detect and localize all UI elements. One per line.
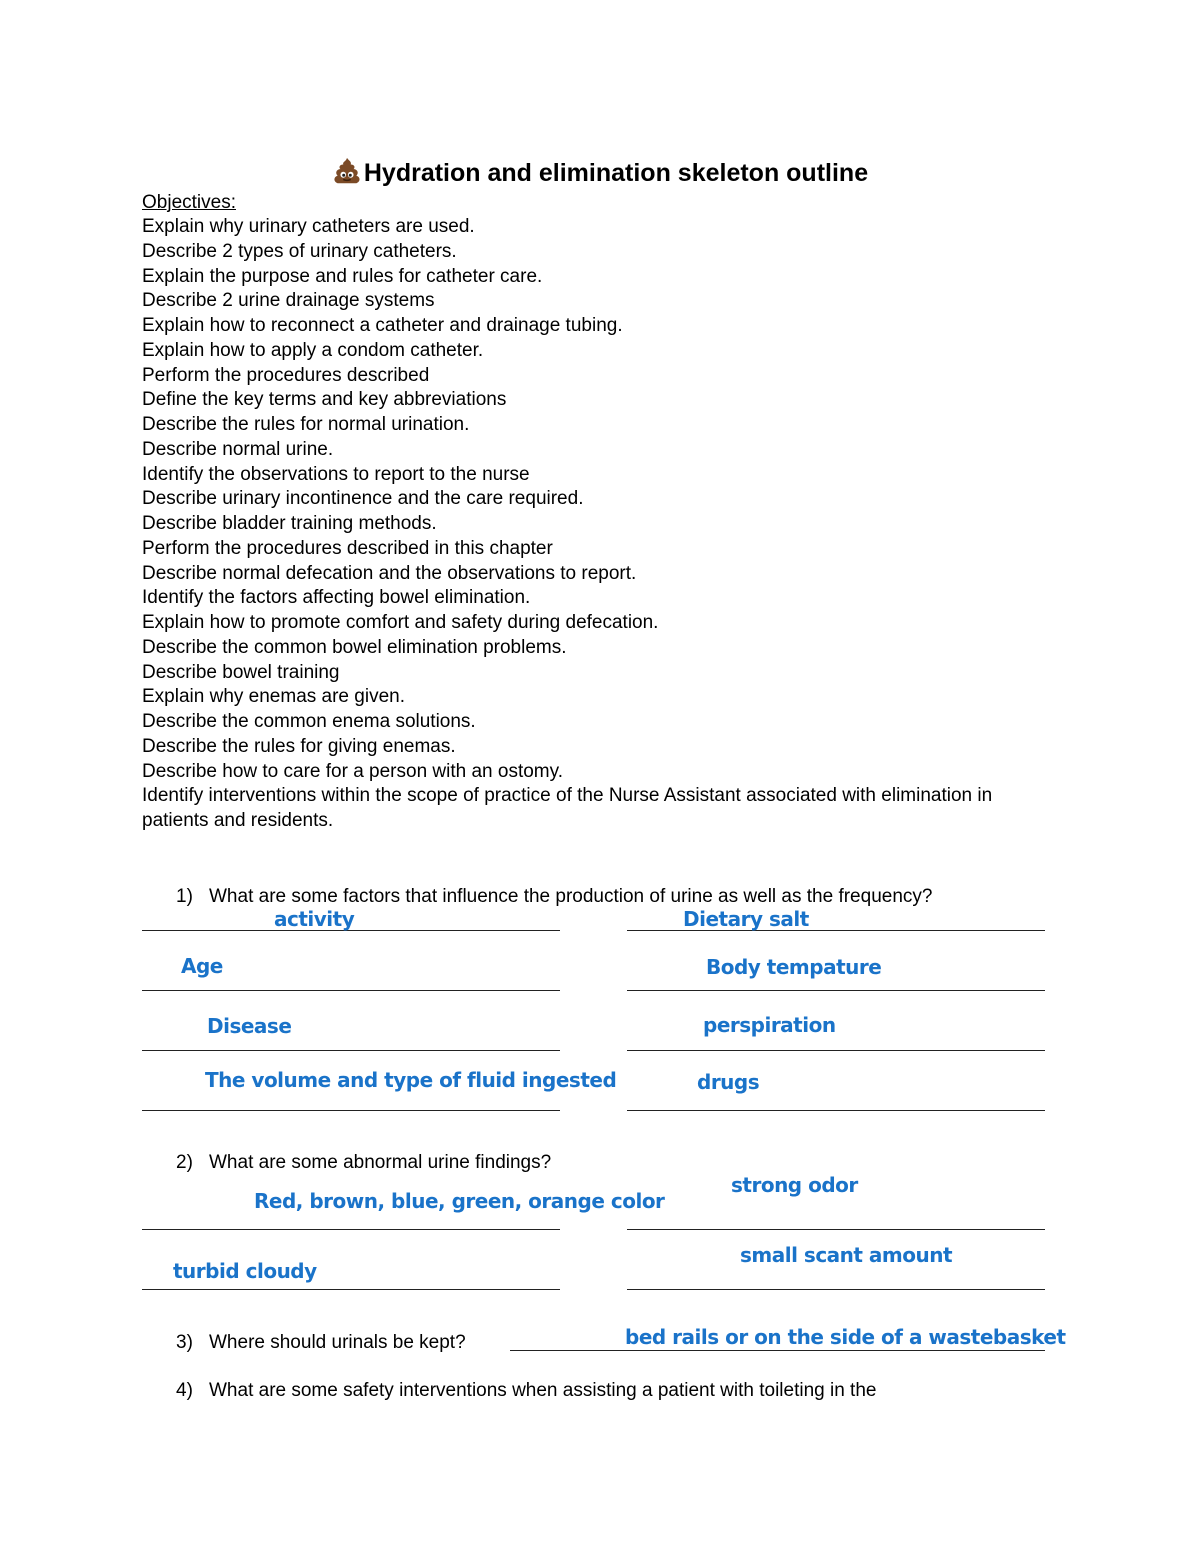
objective-item: Describe the rules for giving enemas.: [142, 735, 456, 757]
objective-item: Describe 2 urine drainage systems: [142, 290, 435, 312]
objective-item: Describe urinary incontinence and the care required.: [142, 488, 584, 510]
question-text: What are some safety interventions when assisting a patient with toileting in the: [209, 1380, 877, 1401]
objective-item: Explain how to promote comfort and safety during defecation.: [142, 612, 659, 633]
handwritten-answer: strong odor: [731, 1173, 858, 1197]
answer-line[interactable]: [627, 1289, 1045, 1290]
answer-line[interactable]: [142, 1289, 560, 1290]
question-number: 2): [176, 1152, 193, 1173]
question-3: [176, 1331, 466, 1355]
handwritten-answer: Dietary salt: [683, 907, 809, 931]
answer-line[interactable]: [627, 1229, 1045, 1230]
answer-line[interactable]: [627, 990, 1045, 991]
title-text: Hydration and elimination skeleton outline: [363, 159, 869, 187]
handwritten-answer: perspiration: [703, 1013, 836, 1037]
objective-item: Identify the factors affecting bowel elimination.: [142, 587, 531, 609]
question-4: [176, 1379, 876, 1403]
answer-line[interactable]: [627, 1050, 1045, 1051]
objective-item: Perform the procedures described: [142, 364, 430, 386]
objectives-list: [142, 215, 1002, 834]
objective-item: Describe bladder training methods.: [142, 513, 437, 534]
handwritten-answer: small scant amount: [740, 1243, 953, 1267]
objective-item: Describe the rules for normal urination.: [142, 414, 470, 435]
question-text: What are some factors that influence the production of urine as well as the frequency?: [209, 886, 933, 907]
handwritten-answer: Disease: [207, 1014, 292, 1038]
question-text: Where should urinals be kept?: [209, 1332, 466, 1353]
objective-item: Explain the purpose and rules for catheter care.: [142, 265, 543, 287]
objective-item: Explain how to reconnect a catheter and drainage tubing.: [142, 315, 623, 336]
question-number: 4): [176, 1380, 193, 1401]
objective-item: Describe normal urine.: [142, 438, 334, 460]
handwritten-answer: Body tempature: [706, 955, 882, 979]
handwritten-answer: activity: [274, 907, 355, 931]
objective-item: Identify interventions within the scope of practice of the Nurse Assistant associated with elimination in patients and residents.: [142, 785, 993, 831]
objectives-heading: Objectives:: [142, 192, 236, 213]
answer-line[interactable]: [142, 1229, 560, 1230]
answer-line[interactable]: [142, 1050, 560, 1051]
objective-item: Identify the observations to report to the nurse: [142, 463, 530, 485]
objective-item: Explain why enemas are given.: [142, 686, 405, 708]
objective-item: Describe bowel training: [142, 661, 340, 683]
answer-line[interactable]: [142, 1110, 560, 1111]
pile-of-poo-icon: [332, 156, 362, 186]
handwritten-answer: turbid cloudy: [173, 1259, 317, 1283]
question-2: [176, 1151, 551, 1175]
handwritten-answer: drugs: [697, 1070, 760, 1094]
objective-item: Describe how to care for a person with an ostomy.: [142, 760, 564, 782]
question-number: 1): [176, 886, 193, 907]
page-title: [0, 156, 1200, 190]
answer-line[interactable]: [142, 990, 560, 991]
answer-line[interactable]: [627, 1110, 1045, 1111]
question-text: What are some abnormal urine findings?: [209, 1152, 552, 1173]
answer-line[interactable]: [510, 1350, 1045, 1351]
question-number: 3): [176, 1332, 193, 1353]
objective-item: Explain why urinary catheters are used.: [142, 216, 475, 237]
objective-item: Perform the procedures described in this chapter: [142, 537, 553, 559]
objective-item: Describe the common bowel elimination problems.: [142, 636, 567, 658]
handwritten-answer: bed rails or on the side of a wastebasket: [625, 1325, 1066, 1349]
objective-item: Explain how to apply a condom catheter.: [142, 339, 484, 361]
objective-item: Describe normal defecation and the observations to report.: [142, 562, 637, 584]
objective-item: Describe 2 types of urinary catheters.: [142, 240, 457, 262]
handwritten-answer: Red, brown, blue, green, orange color: [254, 1189, 665, 1213]
objective-item: Define the key terms and key abbreviations: [142, 389, 507, 411]
handwritten-answer: The volume and type of fluid ingested: [205, 1068, 617, 1092]
objective-item: Describe the common enema solutions.: [142, 711, 476, 732]
handwritten-answer: Age: [181, 954, 223, 978]
